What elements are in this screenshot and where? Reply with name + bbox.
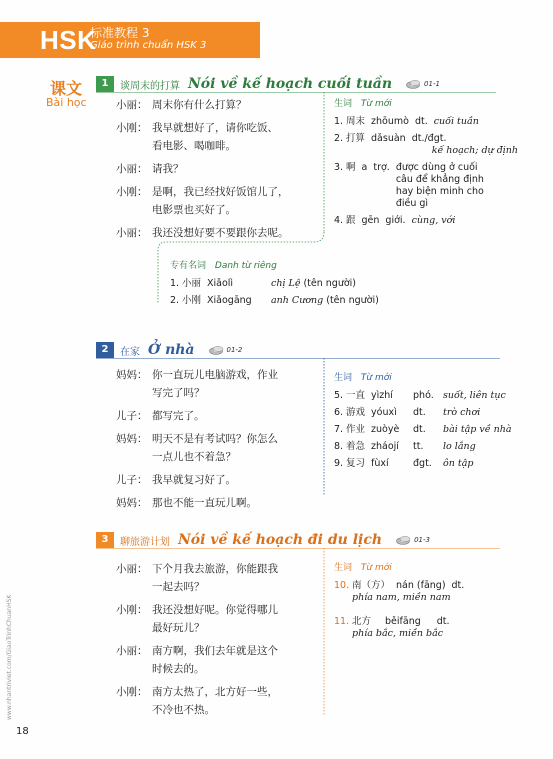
section-2-header xyxy=(96,342,242,358)
dialogue-line xyxy=(116,642,278,678)
proper-note: (tên người) xyxy=(303,278,356,289)
lesson-label-vi: Bài học xyxy=(46,96,87,109)
vocab-hanzi: 周末 xyxy=(346,116,366,127)
dialogue-line xyxy=(116,96,289,114)
dialogue-line xyxy=(116,471,278,489)
vocab-pinyin: dǎsuàn xyxy=(371,133,406,144)
dialogue-line xyxy=(116,183,289,219)
vocab-hanzi: 游戏 xyxy=(346,407,366,418)
track-number: 01-1 xyxy=(424,80,440,88)
vocab-meaning: trò chơi xyxy=(443,407,481,418)
proper-pinyin: Xiǎolì xyxy=(207,278,234,289)
utterance: 请我？ xyxy=(152,163,184,175)
vocab-pinyin: a xyxy=(361,162,368,173)
vocab-row xyxy=(334,390,524,402)
utterance: 周末你有什么打算？ xyxy=(152,99,247,111)
speaker: 小丽： xyxy=(116,99,148,111)
vocab-row xyxy=(334,162,524,210)
vocab-hanzi: 着急 xyxy=(346,441,366,452)
utterance: 你一直玩儿电脑游戏，作业 写完了吗？ xyxy=(152,369,278,399)
proper-meaning: chị Lệ xyxy=(271,278,301,289)
dialogue-line xyxy=(116,160,289,178)
vocab-pos: tt. xyxy=(413,441,424,452)
speaker: 妈妈： xyxy=(116,497,148,509)
vocab-meaning: cùng, với xyxy=(411,215,456,226)
utterance: 南方太热了，北方好一些， 不冷也不热。 xyxy=(152,686,278,716)
utterance: 我还没想好呢。你觉得哪儿 最好玩儿？ xyxy=(152,604,278,634)
vocab-pos: giới. xyxy=(385,215,406,226)
vocab-number: 3. xyxy=(334,162,344,173)
vocab-pinyin: zhōumò xyxy=(371,116,409,127)
vocab-row xyxy=(334,424,524,436)
section-number: 3 xyxy=(96,532,114,548)
section-title-vi: Nói về kế hoạch cuối tuần xyxy=(188,76,393,92)
dialogue-line xyxy=(116,224,289,242)
section-1-header xyxy=(96,76,440,92)
vocab-row xyxy=(334,580,524,604)
speaker: 小丽： xyxy=(116,163,148,175)
vocab-number: 2. xyxy=(334,133,344,144)
vocab-pos: dt. xyxy=(413,407,426,418)
vocab-pos: dt. xyxy=(451,580,465,591)
vocab-header-vi: Từ mới xyxy=(360,373,392,383)
proper-hanzi: 小刚 xyxy=(182,295,202,306)
section-3-header xyxy=(96,532,430,548)
vocab-hanzi: 打算 xyxy=(346,133,366,144)
section-3-dialogue xyxy=(116,560,278,724)
speaker: 儿子： xyxy=(116,474,148,486)
dialogue-line xyxy=(116,494,278,512)
vocab-header-cn: 生词 xyxy=(334,563,353,573)
vocab-pos: đgt. xyxy=(413,458,432,469)
vocab-pos: dt./đgt. xyxy=(411,133,447,144)
track-number: 01-2 xyxy=(226,346,243,354)
audio-track[interactable] xyxy=(406,79,440,89)
vocab-header xyxy=(334,560,524,573)
vocab-number: 9. xyxy=(334,458,344,469)
cd-icon xyxy=(209,345,225,355)
vocab-pos: phó. xyxy=(413,390,434,401)
vocab-hanzi: 南（方） xyxy=(352,580,391,591)
speaker: 小刚： xyxy=(116,686,148,698)
utterance: 明天不是有考试吗？你怎么 一点儿也不着急？ xyxy=(152,433,278,463)
section-2-vocab xyxy=(334,370,524,475)
speaker: 儿子： xyxy=(116,410,148,422)
hsk-logo: HSK xyxy=(40,25,97,55)
vocab-meaning: được dùng ở cuối câu để khẳng định hay biện minh cho điều gì xyxy=(395,162,484,209)
proper-hanzi: 小丽 xyxy=(182,278,202,289)
vocab-pos: dt. xyxy=(436,616,450,627)
audio-track[interactable] xyxy=(209,345,243,355)
section-title-vi: Ở nhà xyxy=(148,342,195,358)
vocab-number: 5. xyxy=(334,390,344,401)
proper-header xyxy=(170,258,379,271)
proper-meaning: anh Cương xyxy=(271,295,324,306)
vocab-meaning: phía bắc, miền bắc xyxy=(352,628,444,639)
vocab-header-cn: 生词 xyxy=(334,373,353,383)
proper-row xyxy=(170,278,379,290)
section-title-cn: 聊旅游计划 xyxy=(120,536,170,548)
audio-track[interactable] xyxy=(396,535,430,545)
vocab-pinyin: zháojí xyxy=(371,441,399,452)
section-title-cn: 在家 xyxy=(120,346,140,358)
book-title-vi: Giáo trình chuẩn HSK 3 xyxy=(90,40,207,51)
vocab-pinyin: fùxí xyxy=(371,458,389,469)
vocab-meaning: cuối tuần xyxy=(433,116,479,127)
proper-pinyin: Xiǎogāng xyxy=(207,295,252,306)
section-2-dialogue xyxy=(116,366,278,517)
section-1-vocab xyxy=(334,96,524,232)
proper-header-cn: 专有名词 xyxy=(170,261,207,271)
book-title-cn: 标准教程 3 xyxy=(90,26,150,40)
proper-number: 1. xyxy=(170,278,180,289)
section-title-cn: 谈周末的打算 xyxy=(120,80,180,92)
vocab-pinyin: yìzhí xyxy=(371,390,393,401)
vocab-header xyxy=(334,370,524,383)
vocab-row xyxy=(334,458,524,470)
vocab-hanzi: 北方 xyxy=(352,616,372,627)
utterance: 是啊，我已经找好饭馆儿了， 电影票也买好了。 xyxy=(152,186,289,216)
vocab-pos: dt. xyxy=(414,116,428,127)
section-1-dialogue xyxy=(116,96,289,247)
dialogue-line xyxy=(116,407,278,425)
vocab-row xyxy=(334,407,524,419)
dialogue-line xyxy=(116,119,289,155)
utterance: 我还没想好要不要跟你去呢。 xyxy=(152,227,289,239)
speaker: 小丽： xyxy=(116,645,148,657)
vocab-number: 4. xyxy=(334,215,344,226)
utterance: 我早就想好了，请你吃饭、 看电影、喝咖啡。 xyxy=(152,122,278,152)
vocab-header-vi: Từ mới xyxy=(360,563,392,573)
vocab-meaning: phía nam, miền nam xyxy=(352,592,451,603)
dialogue-line xyxy=(116,560,278,596)
dialogue-line xyxy=(116,430,278,466)
proper-row xyxy=(170,295,379,307)
vocab-number: 7. xyxy=(334,424,344,435)
utterance: 都写完了。 xyxy=(152,410,205,422)
vocab-pinyin: běifāng xyxy=(385,616,421,627)
vocab-number: 8. xyxy=(334,441,344,452)
side-url: www.nhantriviet.com/GiaoTrinhChuanHSK xyxy=(6,594,13,720)
speaker: 小丽： xyxy=(116,563,148,575)
section-number: 2 xyxy=(96,342,114,358)
vocab-row xyxy=(334,133,524,157)
vocab-pinyin: yóuxì xyxy=(371,407,397,418)
vocab-meaning: suốt, liên tục xyxy=(443,390,506,401)
lesson-label-cn: 课文 xyxy=(50,79,83,98)
vocab-pinyin: gēn xyxy=(361,215,380,226)
vocab-row xyxy=(334,441,524,453)
speaker: 妈妈： xyxy=(116,369,148,381)
utterance: 那也不能一直玩儿啊。 xyxy=(152,497,257,509)
proper-nouns xyxy=(170,258,379,312)
proper-number: 2. xyxy=(170,295,180,306)
vocab-number: 11. xyxy=(334,616,350,627)
speaker: 小丽： xyxy=(116,227,148,239)
vocab-hanzi: 作业 xyxy=(346,424,366,435)
vocab-header-vi: Từ mới xyxy=(360,99,392,109)
speaker: 小刚： xyxy=(116,186,148,198)
dialogue-line xyxy=(116,601,278,637)
vocab-row xyxy=(334,616,524,640)
vocab-number: 6. xyxy=(334,407,344,418)
speaker: 妈妈： xyxy=(116,433,148,445)
vocab-row xyxy=(334,215,524,227)
utterance: 我早就复习好了。 xyxy=(152,474,236,486)
section-3-vocab xyxy=(334,560,524,645)
vocab-header-cn: 生词 xyxy=(334,99,353,109)
speaker: 小刚： xyxy=(116,604,148,616)
cd-icon xyxy=(396,535,412,545)
vocab-hanzi: 一直 xyxy=(346,390,366,401)
vocab-header xyxy=(334,96,524,109)
vocab-hanzi: 跟 xyxy=(346,215,356,226)
vocab-row xyxy=(334,116,524,128)
vocab-pos: trợ. xyxy=(373,162,390,173)
vocab-pos: dt. xyxy=(413,424,426,435)
vocab-meaning: kế hoạch; dự định xyxy=(431,145,519,156)
cd-icon xyxy=(406,79,422,89)
track-number: 01-3 xyxy=(414,536,430,544)
page-number: 18 xyxy=(16,726,29,737)
vocab-pinyin: nán (fāng) xyxy=(396,580,446,591)
vocab-meaning: ôn tập xyxy=(443,458,474,469)
vocab-meaning: bài tập về nhà xyxy=(443,424,512,435)
vocab-hanzi: 啊 xyxy=(346,162,356,173)
section-number: 1 xyxy=(96,76,114,92)
dialogue-line xyxy=(116,683,278,719)
vocab-number: 1. xyxy=(334,116,344,127)
proper-header-vi: Danh từ riêng xyxy=(214,261,277,271)
vocab-number: 10. xyxy=(334,580,350,591)
vocab-pinyin: zuòyè xyxy=(371,424,400,435)
utterance: 下个月我去旅游，你能跟我 一起去吗？ xyxy=(152,563,278,593)
vocab-meaning: lo lắng xyxy=(443,441,476,452)
speaker: 小刚： xyxy=(116,122,148,134)
proper-note: (tên người) xyxy=(326,295,379,306)
section-title-vi: Nói về kế hoạch đi du lịch xyxy=(178,532,383,548)
utterance: 南方啊，我们去年就是这个 时候去的。 xyxy=(152,645,278,675)
vocab-hanzi: 复习 xyxy=(346,458,366,469)
dialogue-line xyxy=(116,366,278,402)
